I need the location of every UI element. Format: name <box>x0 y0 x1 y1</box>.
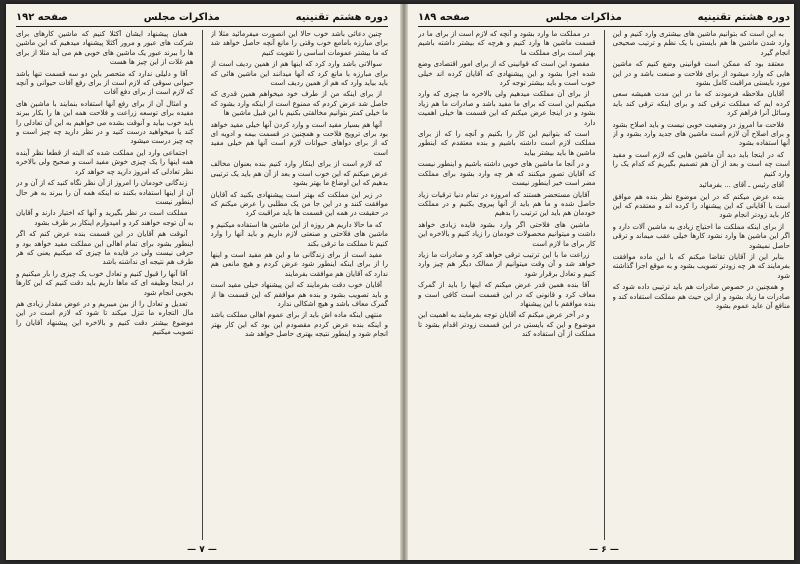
paragraph: مملکت است در نظر بگیرید و آنها که اختیار دارند و آقایان به آن توجه خواهند کرد و امیدوارم اینکار بر طرف بشود <box>16 209 194 227</box>
right-page <box>410 4 798 560</box>
left-page-column-right <box>211 30 389 540</box>
right-page-columns <box>418 30 790 540</box>
paragraph: فلاحت ما امروز در وضعیت خوبی نیست و باید اصلاح بشود و برای اصلاح آن لازم است ماشین های جدید وارد بشود و از آنها استفاده بشود <box>612 120 790 148</box>
paragraph: زراعت ما با این ترتیب ترقی خواهد کرد و صادرات ما زیاد خواهد شد و آن وقت میتوانیم از ممالک دیگر هم چیز وارد کنیم و تعادل برقرار شود <box>418 250 596 278</box>
right-page-title: مذاکرات مجلس <box>545 11 622 23</box>
paragraph: چنین دعائی باشد خوب حالا این انصورت میفرمائید مثلا از برای مبارزه بامامع خوب وقتی را مانع آنچه حاصل خواهد شد که ما بیشتر عمومات اساسی را تقویت کنیم <box>210 30 388 57</box>
paragraph: زندگانی خودمان را امروز از آن نظر نگاه کنید که از آن و در آن از اینها استفاده بکنند نه اینکه همه آن را ببرند به هر حال اینطور نیست <box>16 179 194 206</box>
paragraph: آقای رئیس ـ آقای ... بفرمائید <box>699 181 784 190</box>
paragraph: و امثال آن از برای رفع آنها استفاده بنمایند با ماشین های مفیده برای توسعه زراعت و فلاحت همه این ها را بکار ببرند باید خوب بیاید و آنوقت بشده می خواهیم به این آن تعادلی را کند یا میخواهید درست کنید و در نظر دارید چه چیز است و چه چیز درست میشود <box>16 99 194 146</box>
right-page-session: دوره هشتم تقنینیه <box>697 11 790 23</box>
paragraph: ماشین های فلاحتی اگر وارد بشود فایده زیادی خواهد داشت و میتوانیم محصولات خودمان را زیاد کنیم و بالاخره این کار برای ما لازم است <box>418 220 596 248</box>
left-page-column-left <box>16 30 194 540</box>
left-page-number: صفحه ۱۹۲ <box>16 11 68 23</box>
left-page-title: مذاکرات مجلس <box>143 11 220 23</box>
paragraph: منتهی اینکه ماده اش باید از برای عموم اهالی مملکت باشد و اینکه بنده عرض کردم مقصودم این بود که این کار بهتر انجام شود و اینطور نتیجه بهتری حاصل خواهد شد <box>210 311 388 339</box>
paragraph: همان پیشنهاد ایشان آکثلا کنیم که ماشین کارهای برای شرکت های عبور و مرور آکثلا پیشنهاد میدهیم که این ماشین ها را ببرند عبور یک ماشین های خوبی هم می آید مثلا از برای هم غلات از این چیز ها هست <box>16 30 194 67</box>
paragraph: آقا آنها را قبول کنیم و تعادل خوب یک چیزی را بار میکنیم و در اینجا وظیفه ای که ماها داریم باید دقت کنیم که این کارها بخوبی انجام شود <box>16 269 194 297</box>
paragraph: تعدیل و تعادل را از بین میبریم و در عوض مقدار زیادی هم مال التجاره ما تنزل میکند تا شود که لازم است در این موضوع بیشتر دقت کنیم و بالاخره این پیشنهاد آقایان را تصویب میکنیم <box>16 299 194 337</box>
paragraph: بنابر این از آقایان تقاضا میکنم که با این ماده موافقت بفرمایند که هر چه زودتر تصویب بشود و به موقع اجرا گذاشته شود <box>612 252 790 280</box>
paragraph: که ما حالا داریم هر روزه از این ماشین ها استفاده میکنیم و ماشین های فلاحتی و صنعتی لازم داریم و باید آنها را وارد کنیم تا مملکت ما ترقی بکند <box>210 220 388 248</box>
paragraph: سوالاتی باشد وارد کرد که اینها هم از همین ردیف است از برای مبارزه با مانع کرد که آنها میدانند این ماشین هائی که باید بیاید وارد که هم از همین ردیف است <box>210 60 388 88</box>
left-page-header <box>16 10 388 27</box>
paragraph: در مملکت ما وارد بشود و آنچه که لازم است از برای ما در قسمت ماشین ها وارد کنیم و هرچه که بیشتر داشته باشیم بهتر است برای مملکت ما <box>418 30 596 57</box>
paragraph: آقا و دلیلی ندارد که متحصر باین دو سه قسمت تنها باشد حیوانی سوقی که لازم است از برای رفع آفات حیوانی و آنچه که لازم است از برای دفع آفات <box>16 69 194 97</box>
paragraph: و همچنین در خصوص صادرات هم باید ترتیبی داده شود که صادرات ما زیاد بشود و از این حیث هم مملکت استفاده کند و منافع آن عاید عموم بشود <box>612 283 790 310</box>
column-divider <box>604 30 605 540</box>
right-page-column-left <box>418 30 596 540</box>
paragraph: آقایان ملاحظه فرمودند که ما در این مدت همیشه سعی کرده ایم که مملکت ترقی کند و برای اینکه ترقی کند باید وسائل آنرا فراهم کرد <box>612 90 790 118</box>
left-page-columns <box>16 30 388 540</box>
paragraph: از برای آن مملکت میدهیم ولی بالاخره ما چیزی که وارد میکنیم این است که برای ما مفید باشد و صادرات ما هم زیاد بشود و در اینجا عرض میکنم که این قسمت ها خیلی اهمیت دارد <box>418 90 596 127</box>
right-page-footer: — ۶ — <box>589 545 619 555</box>
left-page-footer: — ۷ — <box>187 545 217 555</box>
paragraph: از برای اینکه من از طرف خود میخواهم همین قدری که حاصل شد عرض کردم که ممنوع است از اینکه وارد بشود که ما خیلی کمتر بتوانیم مخالفتی بکنیم با این قبیل ماشین ها <box>210 90 388 118</box>
paragraph: بنده عرض میکنم که در این موضوع نظر بنده هم موافق است با آقایانی که این پیشنهاد را کرده اند و معتقدم که این کار باید زودتر انجام شود <box>612 192 790 220</box>
paragraph: آنوقت هم آقایان در این قسمت بنده عرض کنم که اگر اینطور بشود برای تمام اهالی این مملکت مفید خواهد بود و حرفی نیست ولی در فایده ما چیزی که میکنیم یعنی که هر طرف هم نتیجه ای نداشته باشد <box>16 230 194 267</box>
right-page-column-right <box>613 30 791 540</box>
paragraph: و در آنجا ما ماشین های خوبی داشته باشیم و اینطور نیست که آقایان تصور میکنند که هر چه وارد بشود برای مملکت مضر است خیر اینطور نیست <box>418 160 596 188</box>
paragraph: که در اینجا باید دید آن ماشین هایی که لازم است و مفید است چه است و بعد از آن هم تصمیم بگیریم که کدام یک را وارد کنیم <box>612 150 790 178</box>
paragraph: به این است که بتوانیم ماشین های بیشتری وارد کنیم و این وارد شدن ماشین ها هم بایستی با یک نظم و ترتیب صحیحی انجام گیرد <box>612 30 790 57</box>
paragraph: و در آخر عرض میکنم که آقایان توجه بفرمایند به اهمیت این موضوع و این که بایستی در این قسمت زودتر اقدام بشود تا مملکت از آن استفاده کند <box>418 311 596 339</box>
paragraph: اجتماعی وارد این مملکت شده که البته از قطعا نظر آینده همه اینها را یک چیزی خوش مفید است و صحیح ولی بالاخره نظر تعادلی که امروز دارید چه خواهد کرد <box>16 148 194 176</box>
right-page-header <box>418 10 790 27</box>
paragraph: معتقد بود که ممکن است قوانینی وضع کنیم که ماشین هایی که وارد میشود از برای فلاحت و صنعت باشد و در این مورد بایستی مراقبت کامل بشود <box>612 60 790 88</box>
paragraph: آقایان مستحضر هستند که امروزه در تمام دنیا ترقیات زیاد حاصل شده و ما هم باید از آنها پیروی بکنیم و در مملکت خودمان هم باید این ترتیب را بدهیم <box>418 190 596 218</box>
paragraph: مفید است از برای زندگانی ما و این هم مفید است و اینها را از برای اینکه اینطور شود عرض کردم و هیچ مانعی هم ندارد که آقایان هم موافقت بفرمایند <box>210 250 388 278</box>
left-page-session: دوره هشتم تقنینیه <box>295 11 388 23</box>
paragraph: است که بتوانیم این کار را بکنیم و آنچه را که از برای مملکت لازم است داشته باشیم و بنده معتقدم که اینطور ماشین ها باید بیشتر بیاید <box>418 130 596 157</box>
paragraph: در زیر این مملکت که بهتر است پیشنهادی بکنید که آقایان موافقت کنند و در این جا من یک مطلبی را عرض میکنم که در حقیقت در همه این قسمت ها باید مراقبت کرد <box>210 190 388 218</box>
right-page-number: صفحه ۱۸۹ <box>418 11 470 23</box>
paragraph: آنها هم بسیار مفید است و وارد کردن آنها خیلی مفید خواهد بود برای ترویج فلاحت و همچنین در قسمت بیمه و ادویه ای که از برای دواهای حیوانات لازم است آنها هم خیلی مفید است <box>210 120 388 157</box>
left-page <box>8 4 396 560</box>
paragraph: آقا بنده همین قدر عرض میکنم که اینها را باید از گمرک معاف کرد و قانونی که در این قسمت است کافی است و بنده موافقم با این پیشنهاد <box>418 281 596 308</box>
paragraph: مقصود این است که قوانینی که از برای امور اقتصادی وضع شده اجرا بشود و این پیشنهادی که آقایان کرده اند خیلی خوب است و باید بیشتر توجه کرد <box>418 60 596 88</box>
magazine-spread <box>6 4 794 560</box>
book-gutter <box>400 4 408 560</box>
paragraph: از برای اینکه مملکت ما احتیاج زیادی به ماشین آلات دارد و اگر این ماشین ها وارد نشود کارها خیلی عقب میماند و ترقی حاصل نمیشود <box>612 222 790 250</box>
column-divider <box>202 30 203 540</box>
paragraph: آقایان خوب دقت بفرمایند که این پیشنهاد خیلی مفید است و باید تصویب بشود و بنده هم موافقم که این قسمت ها از گمرک معاف باشد و هیچ اشکالی ندارد <box>210 281 388 308</box>
paragraph: که لازم است از برای اینکار وارد کنیم بنده بعنوان مخالف عرض میکنم که این خوب است و بعد از آن هم باید یک ترتیبی بدهیم که این اوضاع ما بهتر بشود <box>210 160 388 188</box>
